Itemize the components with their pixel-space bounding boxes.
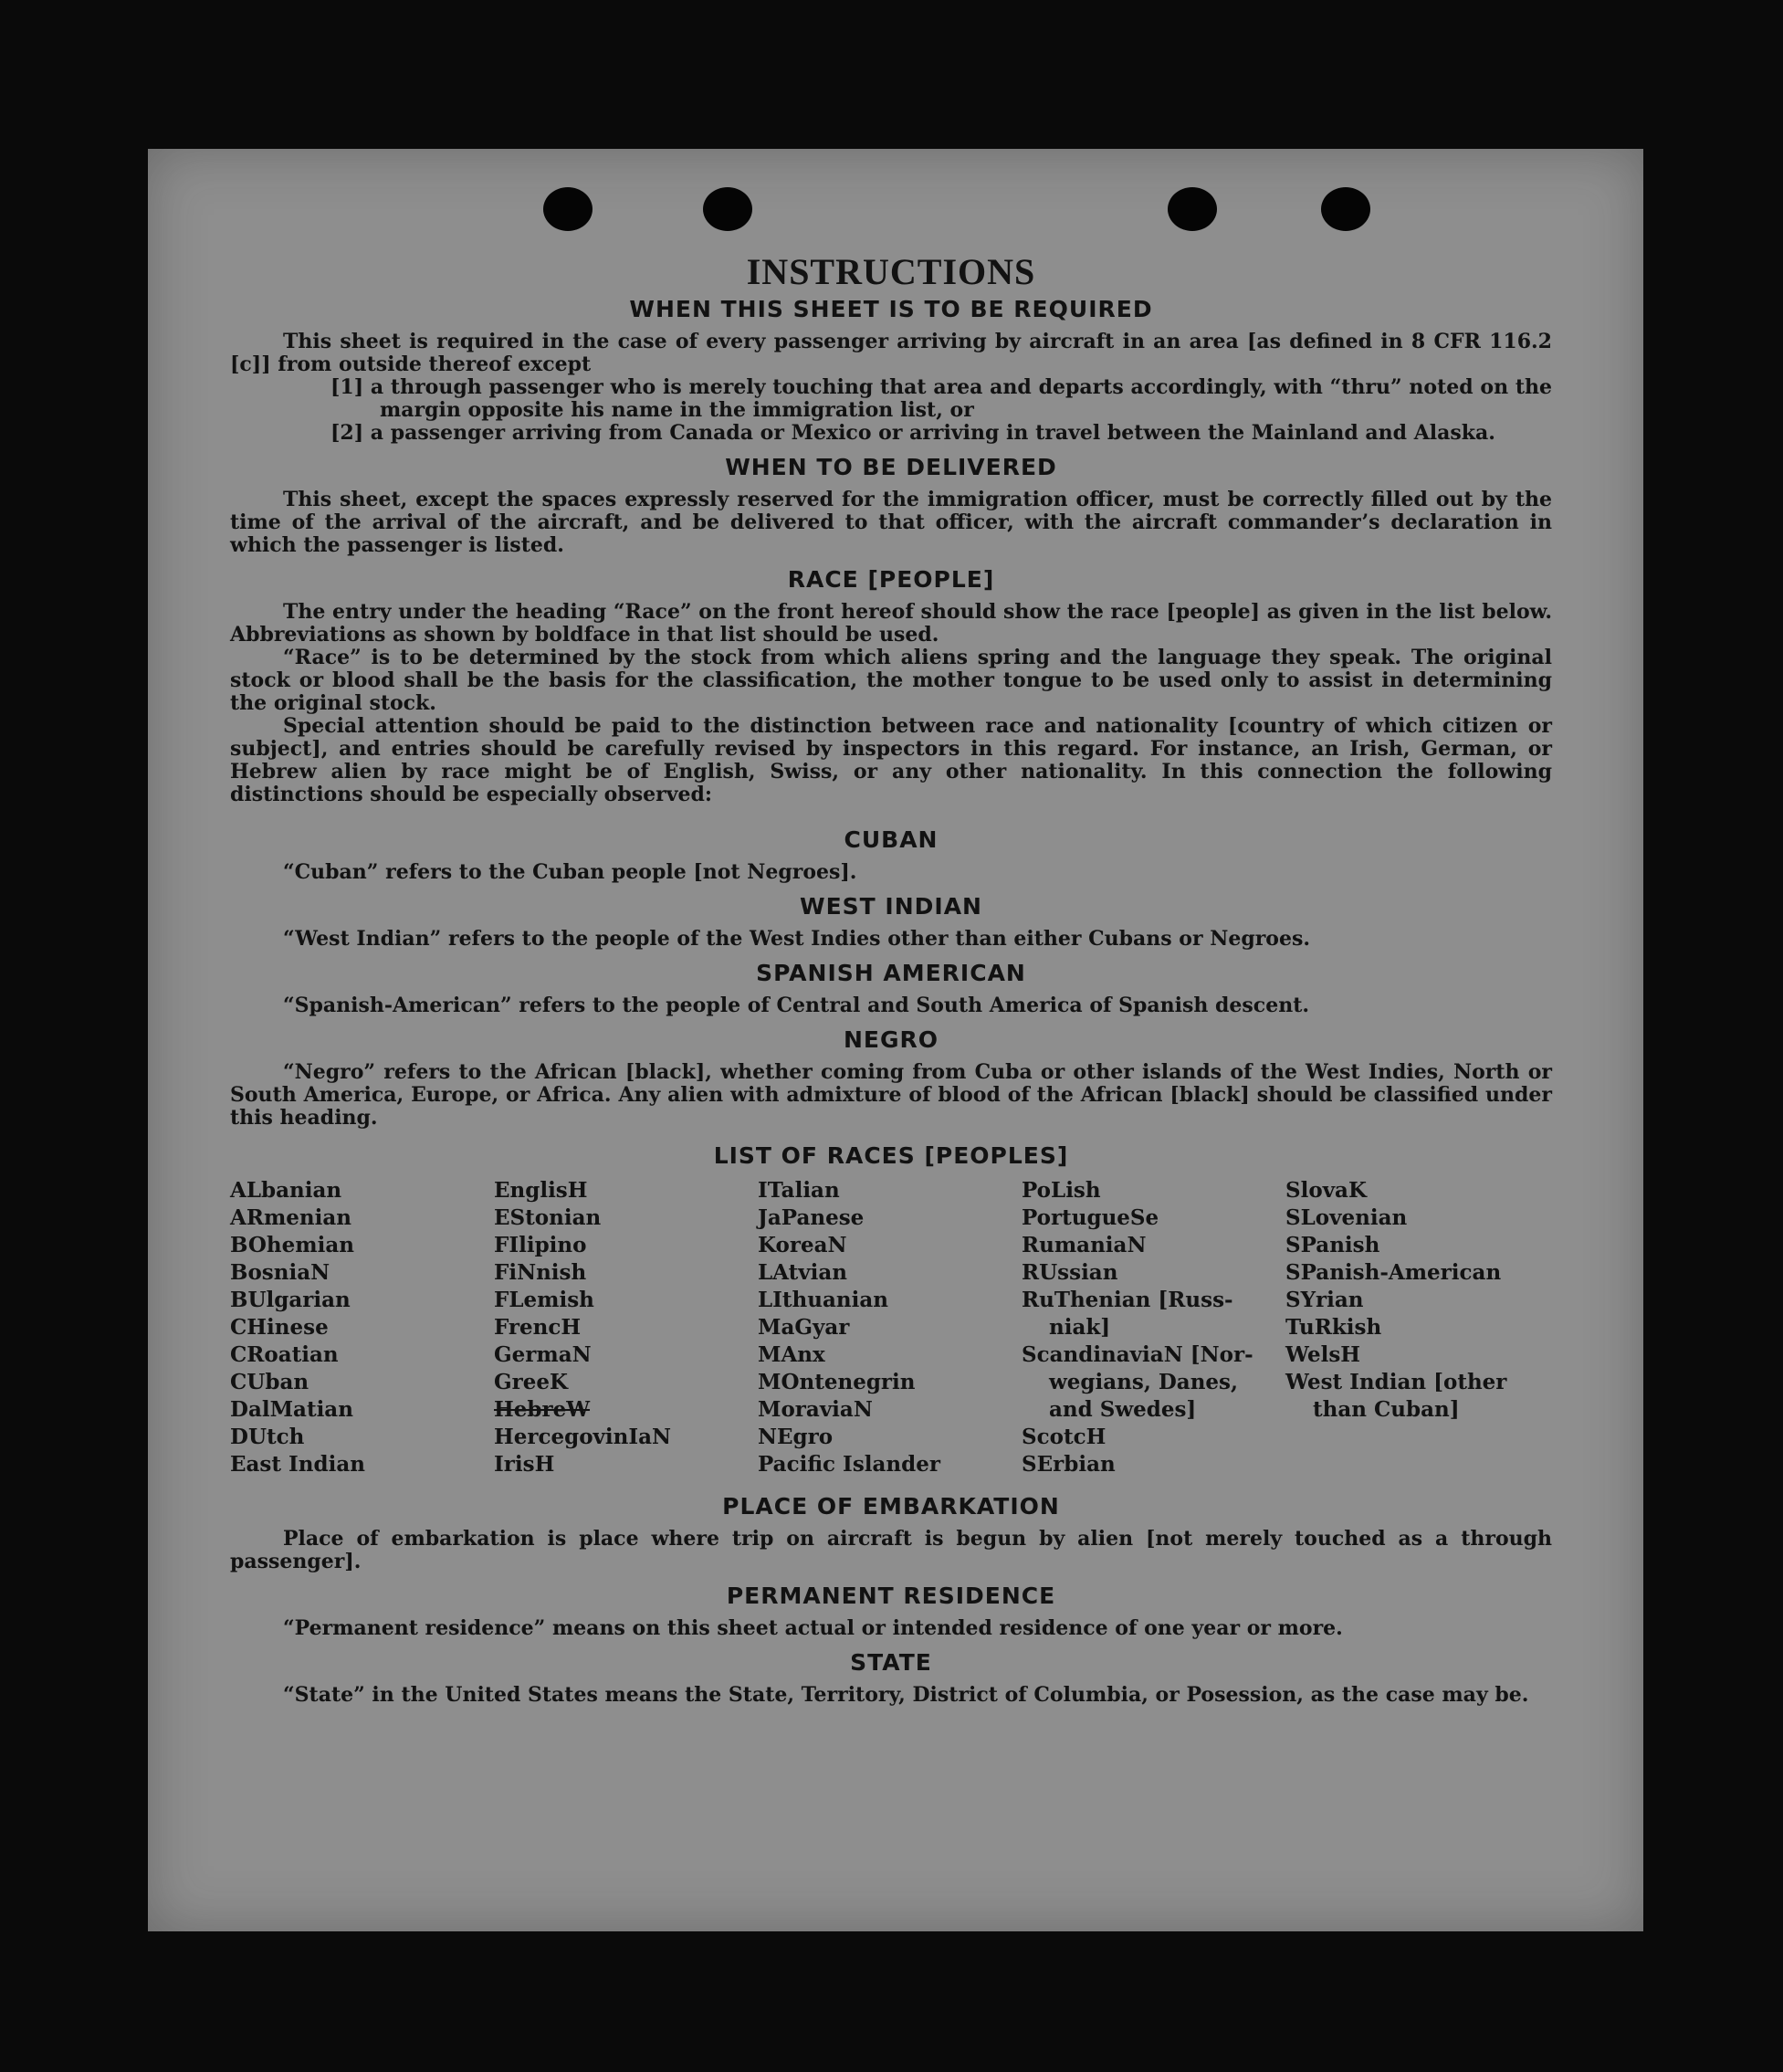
race-list — [230, 1177, 1552, 1478]
heading-required: WHEN THIS SHEET IS TO BE REQUIRED — [629, 296, 1153, 322]
race-item: SYrian — [1285, 1288, 1364, 1312]
race-paragraph-3: Special attention should be paid to the distinction between race and nationality [country of which citizen or subject], and entries should be carefully revised by inspectors in this regard. For instance, an Irish, German, or Hebrew alien by race might be of English, Swiss, or any other nationality. In this connection the following distinctions should be especially observed: — [230, 714, 1552, 806]
race-item: FrencH — [494, 1315, 582, 1340]
state-text: “State” in the United States means the State, Territory, District of Columbia, or Posession, as the case may be. — [283, 1683, 1529, 1707]
race-item: MAnx — [758, 1342, 825, 1367]
race-item: SLovenian — [1285, 1205, 1408, 1230]
race-item: GermaN — [494, 1342, 592, 1367]
race-item-continued: than Cuban] — [1313, 1397, 1460, 1422]
race-column-5 — [1285, 1177, 1550, 1478]
race-item: NEgro — [758, 1425, 834, 1449]
race-item: RumaniaN — [1022, 1233, 1147, 1257]
punch-hole — [1321, 187, 1370, 231]
race-item: EStonian — [494, 1205, 602, 1230]
heading-state: STATE — [850, 1649, 932, 1676]
race-item: JaPanese — [758, 1205, 865, 1230]
race-item: SPanish-American — [1285, 1260, 1502, 1285]
race-column-1 — [230, 1177, 494, 1478]
race-item: EnglisH — [494, 1178, 588, 1203]
race-item: HercegovinIaN — [494, 1425, 672, 1449]
race-item: PoLish — [1022, 1178, 1101, 1203]
race-item: FiNnish — [494, 1260, 587, 1285]
heading-spanish-american: SPANISH AMERICAN — [756, 960, 1026, 986]
race-item-continued: wegians, Danes, — [1049, 1370, 1238, 1394]
required-item-1: [1] a through passenger who is merely touching that area and departs accordingly, with “thru” noted on the margin opposite his name in the immigration list, or — [330, 375, 1552, 422]
race-item: TuRkish — [1285, 1315, 1382, 1340]
delivered-text: This sheet, except the spaces expressly reserved for the immigration officer, must be correctly filled out by the time of the arrival of the aircraft, and be delivered to that officer, with the aircraft commander’s declaration in which the passenger is listed. — [230, 488, 1552, 557]
race-item: West Indian [other — [1285, 1370, 1507, 1394]
race-item: ScandinaviaN [Nor- — [1022, 1342, 1253, 1367]
required-intro: This sheet is required in the case of every passenger arriving by aircraft in an area [as defined in 8 CFR 116.2 [c]] from outside thereof except — [230, 330, 1552, 376]
race-column-2 — [494, 1177, 758, 1478]
race-item: Pacific Islander — [758, 1452, 940, 1477]
heading-permanent-residence: PERMANENT RESIDENCE — [726, 1583, 1056, 1609]
race-item: FIlipino — [494, 1233, 587, 1257]
punch-hole — [543, 187, 593, 231]
race-item: BUlgarian — [230, 1288, 351, 1312]
race-item: SlovaK — [1285, 1178, 1367, 1203]
race-item: RUssian — [1022, 1260, 1118, 1285]
race-item: WelsH — [1285, 1342, 1361, 1367]
heading-delivered: WHEN TO BE DELIVERED — [725, 454, 1057, 480]
punch-hole — [703, 187, 752, 231]
race-item: KoreaN — [758, 1233, 847, 1257]
race-item: DUtch — [230, 1425, 305, 1449]
embarkation-text: Place of embarkation is place where trip on aircraft is begun by alien [not merely touched as a through passenger]. — [230, 1527, 1552, 1573]
race-item: ALbanian — [230, 1178, 342, 1203]
race-item: SPanish — [1285, 1233, 1380, 1257]
heading-west-indian: WEST INDIAN — [800, 893, 982, 920]
race-paragraph-2: “Race” is to be determined by the stock from which aliens spring and the language they speak. The original stock or blood shall be the basis for the classification, the mother tongue to be used only to assist in determining the original stock. — [230, 646, 1552, 715]
race-item: CHinese — [230, 1315, 329, 1340]
race-item: LAtvian — [758, 1260, 847, 1285]
race-item: East Indian — [230, 1452, 365, 1477]
race-item-struck: HebreW — [494, 1397, 591, 1422]
page-title: INSTRUCTIONS — [746, 251, 1036, 292]
race-item: CRoatian — [230, 1342, 339, 1367]
instructions-text — [230, 247, 1552, 1707]
race-item: RuThenian [Russ- — [1022, 1288, 1233, 1312]
race-item: PortugueSe — [1022, 1205, 1159, 1230]
required-item-2: [2] a passenger arriving from Canada or Mexico or arriving in travel between the Mainland and Alaska. — [330, 421, 1495, 445]
heading-list-of-races: LIST OF RACES [PEOPLES] — [713, 1142, 1069, 1169]
race-item: CUban — [230, 1370, 309, 1394]
race-item-continued: and Swedes] — [1049, 1397, 1197, 1422]
race-item: MaGyar — [758, 1315, 850, 1340]
heading-negro: NEGRO — [843, 1026, 939, 1053]
punch-hole — [1168, 187, 1217, 231]
race-item: MOntenegrin — [758, 1370, 916, 1394]
race-column-3 — [758, 1177, 1022, 1478]
race-item-continued: niak] — [1049, 1315, 1111, 1340]
race-item: FLemish — [494, 1288, 594, 1312]
permanent-residence-text: “Permanent residence” means on this sheet actual or intended residence of one year or more. — [283, 1616, 1343, 1640]
race-item: SErbian — [1022, 1452, 1116, 1477]
heading-race: RACE [PEOPLE] — [787, 566, 995, 593]
race-item: MoraviaN — [758, 1397, 873, 1422]
race-item: DalMatian — [230, 1397, 353, 1422]
race-item: ScotcH — [1022, 1425, 1107, 1449]
race-item: LIthuanian — [758, 1288, 888, 1312]
spanish-american-text: “Spanish-American” refers to the people of Central and South America of Spanish descent. — [283, 994, 1310, 1017]
west-indian-text: “West Indian” refers to the people of the West Indies other than either Cubans or Negroes. — [283, 927, 1311, 951]
heading-embarkation: PLACE OF EMBARKATION — [722, 1493, 1060, 1520]
race-paragraph-1: The entry under the heading “Race” on the front hereof should show the race [people] as given in the list below. Abbreviations as shown by boldface in that list should be used. — [230, 600, 1552, 647]
race-item: BosniaN — [230, 1260, 330, 1285]
race-item: IrisH — [494, 1452, 555, 1477]
race-item: BOhemian — [230, 1233, 354, 1257]
cuban-text: “Cuban” refers to the Cuban people [not Negroes]. — [283, 860, 857, 884]
negro-text: “Negro” refers to the African [black], whether coming from Cuba or other islands of the West Indies, North or South America, Europe, or Africa. Any alien with admixture of blood of the African [black] should be classified under this heading. — [230, 1060, 1552, 1130]
race-item: ARmenian — [230, 1205, 352, 1230]
race-column-4 — [1022, 1177, 1285, 1478]
race-item: GreeK — [494, 1370, 569, 1394]
race-item: ITalian — [758, 1178, 840, 1203]
heading-cuban: CUBAN — [844, 826, 939, 853]
